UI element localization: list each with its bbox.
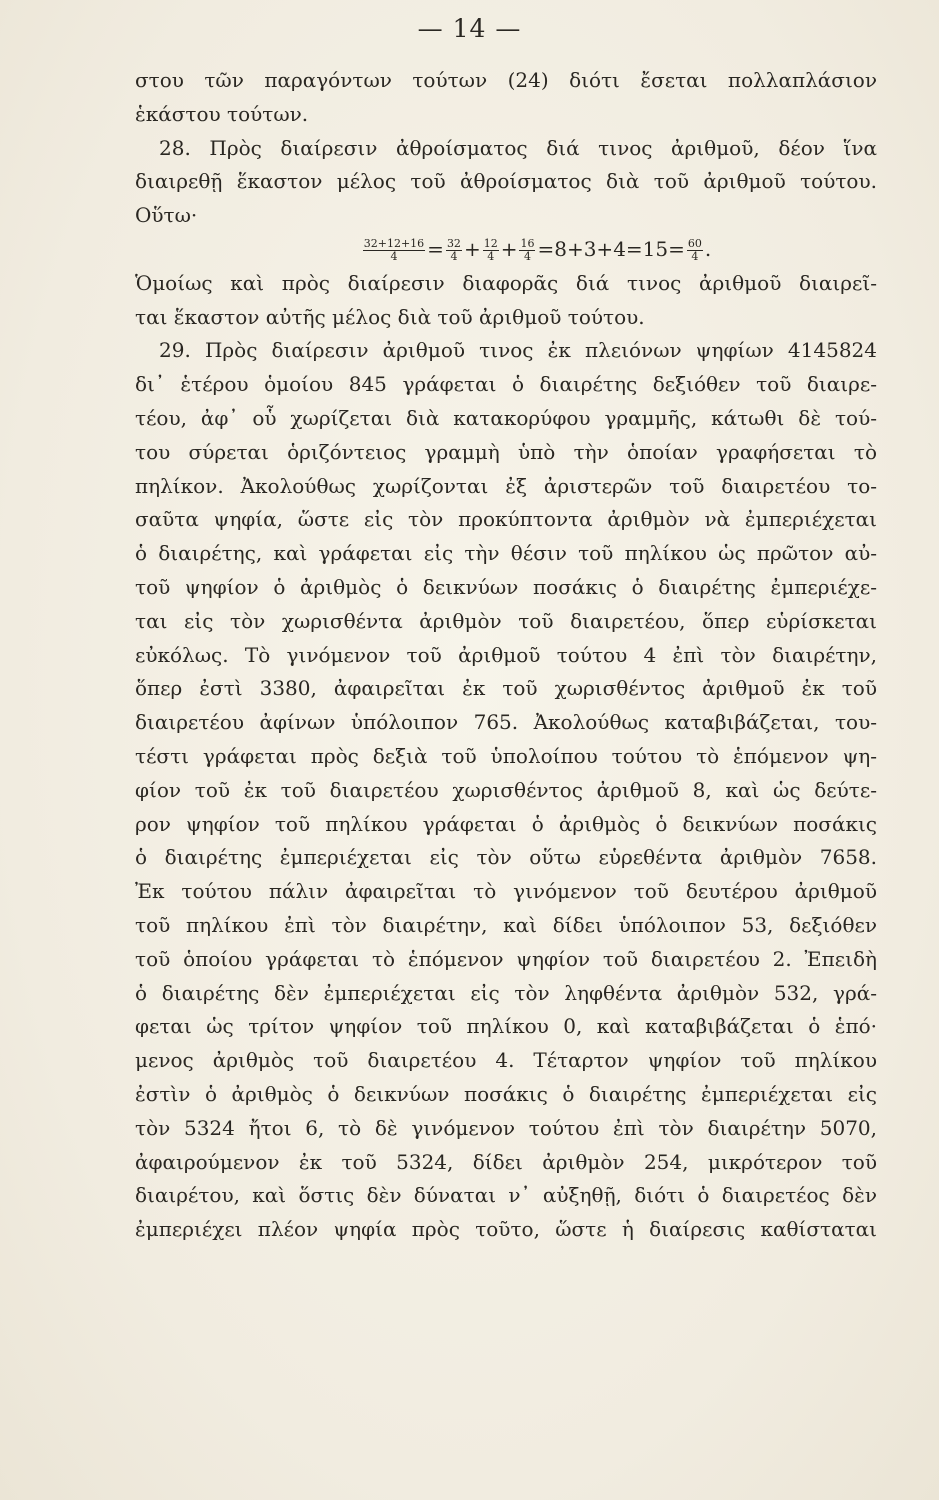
text-line: ἐστὶν ὁ ἀριθμὸς ὁ δεικνύων ποσάκις ὁ διαιρέτης ἐμπεριέχεται εἰς <box>135 1081 877 1106</box>
text-line: τοῦ ψηφίον ὁ ἀριθμὸς ὁ δεικνύων ποσάκις ὁ διαιρέτης ἐμπεριέχε- <box>135 574 877 599</box>
fraction: $\frac{12}{4}$ <box>483 236 498 263</box>
text-line: τοῦ πηλίκου ἐπὶ τὸν διαιρέτην, καὶ δίδει ὑπόλοιπον 53, δεξιόθεν <box>135 912 877 937</box>
text-line: ὁ διαιρέτης, καὶ γράφεται εἰς τὴν θέσιν τοῦ πηλίκου ὡς πρῶτον αὐ- <box>135 541 877 566</box>
text-line: ἑκάστου τούτων. <box>135 101 309 126</box>
text-line: φίον τοῦ ἐκ τοῦ διαιρετέου χωρισθέντος ἀριθμοῦ 8, καὶ ὡς δεύτε- <box>135 777 877 802</box>
fraction: $\frac{16}{4}$ <box>520 236 535 263</box>
text-line: στου τῶν παραγόντων τούτων (24) διότι ἔσεται πολλαπλάσιον <box>135 68 877 92</box>
text-line: δι᾽ ἑτέρου ὁμοίου 845 γράφεται ὁ διαιρέτης δεξιόθεν τοῦ διαιρε- <box>135 372 877 397</box>
paragraph-29 <box>135 334 877 1247</box>
text-line: τοῦ ὁποίου γράφεται τὸ ἑπόμενον ψηφίον τοῦ διαιρετέου 2. Ἐπειδὴ <box>135 946 877 971</box>
text-line: ἐμπεριέχει πλέον ψηφία πρὸς τοῦτο, ὥστε ἡ διαίρεσις καθίσταται <box>135 1217 877 1242</box>
text-line: μενος ἀριθμὸς τοῦ διαιρετέου 4. Τέταρτον ψηφίον τοῦ πηλίκου <box>135 1048 877 1073</box>
text-line: 29. Πρὸς διαίρεσιν ἀριθμοῦ τινος ἐκ πλειόνων ψηφίων 4145824 <box>159 338 877 363</box>
paragraph-difference <box>135 267 877 335</box>
text-line: Ἐκ τούτου πάλιν ἀφαιρεῖται τὸ γινόμενον τοῦ δευτέρου ἀριθμοῦ <box>135 879 877 904</box>
paragraph-28 <box>135 132 877 233</box>
text-line: ρον ψηφίον τοῦ πηλίκου γράφεται ὁ ἀριθμὸς ὁ δεικνύων ποσάκις <box>135 811 877 836</box>
fraction: $\frac{60}{4}$ <box>687 236 702 263</box>
page-number: — 14 — <box>417 14 522 43</box>
fraction: $\frac{32+12+16}{4}$ <box>363 236 425 263</box>
text-line: διαιρέτου, καὶ ὅστις δὲν δύναται ν᾽ αὐξηθῇ, διότι ὁ διαιρετέος δὲν <box>135 1183 877 1208</box>
text-line: πηλίκον. Ἀκολούθως χωρίζονται ἐξ ἀριστερῶν τοῦ διαιρετέου το- <box>135 473 877 498</box>
text-line: ὁ διαιρέτης δὲν ἐμπεριέχεται εἰς τὸν ληφθέντα ἀριθμὸν 532, γρά- <box>135 980 877 1005</box>
text-line: διαιρεθῇ ἕκαστον μέλος τοῦ ἀθροίσματος διὰ τοῦ ἀριθμοῦ τούτου. <box>135 169 877 194</box>
text-line: Οὕτω· <box>135 203 198 228</box>
text-line: τέου, ἀφ᾽ οὗ χωρίζεται διὰ κατακορύφου γραμμῆς, κάτωθι δὲ τού- <box>135 405 877 430</box>
text-line: εὐκόλως. Τὸ γινόμενον τοῦ ἀριθμοῦ τούτου 4 ἐπὶ τὸν διαιρέτην, <box>135 642 877 667</box>
text-line: 28. Πρὸς διαίρεσιν ἀθροίσματος διά τινος ἀριθμοῦ, δέον ἵνα <box>159 135 877 160</box>
text-line: ται εἰς τὸν χωρισθέντα ἀριθμὸν τοῦ διαιρετέου, ὅπερ εὑρίσκεται <box>135 608 877 633</box>
division-formula: $\frac{32+12+16}{4}$ = $\frac{32}{4}$ + $\frac{12}{4}$ + $\frac{16}{4}$ =8+3+4=15= $\frac{60}{4}$ . <box>363 236 712 263</box>
text-line: Ὁμοίως καὶ πρὸς διαίρεσιν διαφορᾶς διά τινος ἀριθμοῦ διαιρεῖ- <box>135 270 877 295</box>
text-line: ἀφαιρούμενον ἐκ τοῦ 5324, δίδει ἀριθμὸν 254, μικρότερον τοῦ <box>135 1149 877 1174</box>
text-line: διαιρετέου ἀφίνων ὑπόλοιπον 765. Ἀκολούθως καταβιβάζεται, του- <box>135 710 877 735</box>
text-line: σαῦτα ψηφία, ὥστε εἰς τὸν προκύπτοντα ἀριθμὸν νὰ ἐμπεριέχεται <box>135 507 877 532</box>
text-line: ὅπερ ἐστὶ 3380, ἀφαιρεῖται ἐκ τοῦ χωρισθέντος ἀριθμοῦ ἐκ τοῦ <box>135 676 877 701</box>
text-line: ται ἕκαστον αὐτῆς μέλος διὰ τοῦ ἀριθμοῦ τούτου. <box>135 304 645 329</box>
text-line: τέστι γράφεται πρὸς δεξιὰ τοῦ ὑπολοίπου τούτου τὸ ἑπόμενον ψη- <box>135 743 877 768</box>
text-line: τὸν 5324 ἤτοι 6, τὸ δὲ γινόμενον τούτου ἐπὶ τὸν διαιρέτην 5070, <box>135 1115 877 1140</box>
text-line: του σύρεται ὁριζόντειος γραμμὴ ὑπὸ τὴν ὁποίαν γραφήσεται τὸ <box>135 439 877 464</box>
paragraph-continuation <box>135 64 877 132</box>
page-text <box>135 64 877 1247</box>
text-line: ὁ διαιρέτης ἐμπεριέχεται εἰς τὸν οὕτω εὑρεθέντα ἀριθμὸν 7658. <box>135 845 877 870</box>
text-line: φεται ὡς τρίτον ψηφίον τοῦ πηλίκου 0, καὶ καταβιβάζεται ὁ ἑπό· <box>135 1014 877 1039</box>
fraction: $\frac{32}{4}$ <box>446 236 461 263</box>
